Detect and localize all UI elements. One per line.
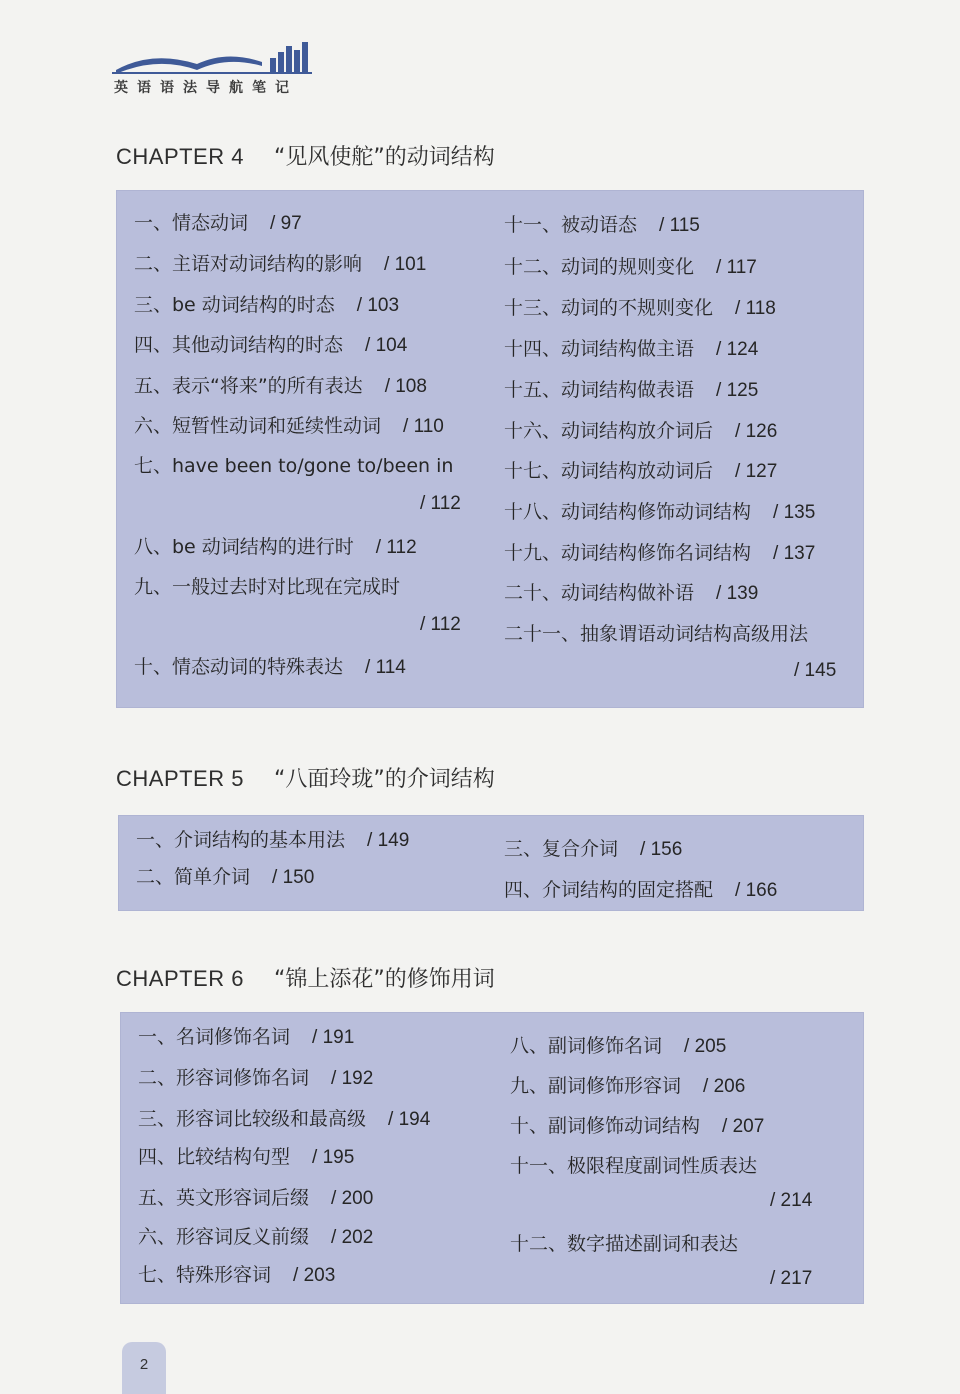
toc-entry-text: 四、其他动词结构的时态 bbox=[134, 334, 344, 356]
toc-entry[interactable] bbox=[504, 834, 682, 861]
toc-entry[interactable] bbox=[504, 497, 815, 524]
toc-entry-text: 十三、动词的不规则变化 bbox=[504, 297, 714, 319]
toc-entry[interactable] bbox=[504, 334, 758, 361]
toc-entry-page: / 149 bbox=[367, 830, 410, 851]
toc-entry[interactable] bbox=[504, 456, 777, 483]
toc-entry[interactable] bbox=[138, 1063, 373, 1090]
chapter-6-toc-box bbox=[120, 1012, 864, 1304]
toc-entry[interactable] bbox=[510, 1229, 738, 1256]
toc-entry[interactable] bbox=[136, 825, 409, 852]
toc-entry[interactable] bbox=[134, 652, 406, 679]
toc-entry[interactable] bbox=[510, 1071, 745, 1098]
toc-entry[interactable] bbox=[504, 210, 700, 237]
toc-entry-text: 一、介词结构的基本用法 bbox=[136, 829, 346, 851]
toc-entry-page: / 203 bbox=[293, 1265, 336, 1286]
toc-entry-page: / 200 bbox=[331, 1188, 374, 1209]
toc-entry-text: 三、复合介词 bbox=[504, 838, 619, 860]
toc-entry-text: 十一、被动语态 bbox=[504, 214, 638, 236]
toc-entry-page: / 192 bbox=[331, 1068, 374, 1089]
toc-entry-text: 三、be 动词结构的时态 bbox=[134, 294, 335, 316]
toc-entry-page: / 206 bbox=[703, 1076, 746, 1097]
toc-entry-text: 二、简单介词 bbox=[136, 866, 251, 888]
chapter-title: “见风使舵”的动词结构 bbox=[273, 145, 495, 170]
toc-entry-page: / 207 bbox=[722, 1116, 765, 1137]
toc-entry-page: / 195 bbox=[312, 1147, 355, 1168]
toc-entry-text: 十、副词修饰动词结构 bbox=[510, 1115, 701, 1137]
toc-entry-page: / 110 bbox=[403, 416, 444, 437]
toc-entry-page: / 101 bbox=[384, 254, 427, 275]
toc-entry-text: 四、比较结构句型 bbox=[138, 1146, 291, 1168]
toc-entry-text: 四、介词结构的固定搭配 bbox=[504, 879, 714, 901]
toc-entry-page: / 97 bbox=[270, 213, 302, 234]
toc-entry-text: 五、表示“将来”的所有表达 bbox=[134, 375, 363, 397]
toc-entry-page: / 214 bbox=[770, 1190, 813, 1211]
toc-entry-page: / 118 bbox=[735, 298, 776, 319]
chapter-label: CHAPTER 6 bbox=[116, 966, 244, 991]
toc-entry-page: / 202 bbox=[331, 1227, 374, 1248]
toc-entry[interactable] bbox=[134, 208, 302, 235]
toc-entry[interactable] bbox=[504, 578, 758, 605]
toc-entry[interactable] bbox=[138, 1260, 335, 1287]
toc-entry-text: 一、情态动词 bbox=[134, 212, 249, 234]
toc-entry[interactable] bbox=[504, 293, 776, 320]
toc-entry-text: 十五、动词结构做表语 bbox=[504, 379, 695, 401]
chapter-title: “锦上添花”的修饰用词 bbox=[273, 967, 495, 992]
toc-entry-page: / 124 bbox=[716, 339, 759, 360]
toc-entry-text: 七、特殊形容词 bbox=[138, 1264, 272, 1286]
toc-entry-text: 十二、动词的规则变化 bbox=[504, 256, 695, 278]
toc-entry[interactable] bbox=[134, 572, 400, 599]
toc-entry-text: 二十一、抽象谓语动词结构高级用法 bbox=[504, 623, 809, 645]
chapter-label: CHAPTER 5 bbox=[116, 766, 244, 791]
toc-entry-text: 十六、动词结构放介词后 bbox=[504, 420, 714, 442]
chapter-heading bbox=[116, 962, 495, 993]
toc-entry-text: 十、情态动词的特殊表达 bbox=[134, 656, 344, 678]
page-number-tab bbox=[122, 1342, 166, 1394]
toc-entry[interactable] bbox=[504, 252, 757, 279]
toc-entry-page: / 139 bbox=[716, 583, 759, 604]
toc-entry[interactable] bbox=[134, 290, 399, 317]
toc-entry-page: / 117 bbox=[716, 257, 757, 278]
toc-entry-page: / 145 bbox=[794, 660, 837, 681]
toc-entry[interactable] bbox=[504, 875, 777, 902]
toc-entry-page: / 156 bbox=[640, 839, 683, 860]
chapter-heading bbox=[116, 140, 495, 171]
toc-entry-page: / 127 bbox=[735, 461, 778, 482]
toc-entry[interactable] bbox=[504, 619, 808, 646]
page-number: 2 bbox=[139, 1356, 149, 1373]
toc-entry[interactable] bbox=[504, 416, 777, 443]
toc-entry-text: 五、英文形容词后缀 bbox=[138, 1187, 310, 1209]
toc-entry-text: 十七、动词结构放动词后 bbox=[504, 460, 714, 482]
toc-entry-page: / 112 bbox=[420, 614, 461, 635]
toc-entry-page: / 112 bbox=[375, 537, 417, 558]
toc-entry-text: 十一、极限程度副词性质表达 bbox=[510, 1155, 758, 1177]
toc-entry[interactable] bbox=[134, 411, 444, 438]
toc-entry-page: / 150 bbox=[272, 867, 315, 888]
toc-entry-page: / 108 bbox=[384, 376, 427, 397]
toc-entry-page: / 125 bbox=[716, 380, 759, 401]
toc-entry-page: / 191 bbox=[312, 1027, 355, 1048]
toc-entry-page: / 205 bbox=[684, 1036, 727, 1057]
chapter-4-toc-box bbox=[116, 190, 864, 708]
toc-entry-page: / 137 bbox=[773, 543, 816, 564]
toc-entry-text: 十二、数字描述副词和表达 bbox=[510, 1233, 739, 1255]
chapter-heading bbox=[116, 762, 495, 793]
toc-entry-text: 十八、动词结构修饰动词结构 bbox=[504, 501, 752, 523]
toc-entry[interactable] bbox=[134, 451, 453, 478]
toc-entry-text: 二、主语对动词结构的影响 bbox=[134, 253, 363, 275]
toc-entry[interactable] bbox=[510, 1031, 726, 1058]
toc-entry-text: 九、一般过去时对比现在完成时 bbox=[134, 576, 401, 598]
toc-entry[interactable] bbox=[136, 862, 314, 889]
toc-entry-page: / 104 bbox=[365, 335, 408, 356]
toc-entry-text: 十四、动词结构做主语 bbox=[504, 338, 695, 360]
toc-entry[interactable] bbox=[504, 538, 815, 565]
toc-entry-page: / 126 bbox=[735, 421, 778, 442]
toc-entry-page: / 115 bbox=[659, 215, 700, 236]
toc-entry[interactable] bbox=[134, 330, 407, 357]
toc-entry-text: 八、副词修饰名词 bbox=[510, 1035, 663, 1057]
toc-entry[interactable] bbox=[138, 1222, 373, 1249]
toc-entry-text: 十九、动词结构修饰名词结构 bbox=[504, 542, 752, 564]
toc-entry-text: 三、形容词比较级和最高级 bbox=[138, 1108, 367, 1130]
toc-entry-page: / 114 bbox=[365, 657, 406, 678]
toc-entry-text: 八、be 动词结构的进行时 bbox=[134, 536, 354, 558]
toc-entry-text: 六、形容词反义前缀 bbox=[138, 1226, 310, 1248]
toc-entry[interactable] bbox=[510, 1151, 757, 1178]
toc-entry-text: 二、形容词修饰名词 bbox=[138, 1067, 310, 1089]
chapter-5-toc-box bbox=[118, 815, 864, 911]
toc-entry[interactable] bbox=[134, 249, 426, 276]
toc-entry-text: 七、have been to/gone to/been in bbox=[134, 455, 454, 477]
toc-entry-text: 一、名词修饰名词 bbox=[138, 1026, 291, 1048]
toc-entry-text: 六、短暂性动词和延续性动词 bbox=[134, 415, 382, 437]
toc-entry[interactable] bbox=[134, 371, 427, 398]
toc-entry-page: / 217 bbox=[770, 1268, 813, 1289]
chapter-title: “八面玲珑”的介词结构 bbox=[273, 767, 495, 792]
toc-entry-page: / 194 bbox=[388, 1109, 431, 1130]
toc-entry-page: / 112 bbox=[420, 493, 461, 514]
toc-entry[interactable] bbox=[510, 1111, 764, 1138]
toc-entry-text: 二十、动词结构做补语 bbox=[504, 582, 695, 604]
toc-entry[interactable] bbox=[138, 1142, 354, 1169]
toc-entry[interactable] bbox=[504, 375, 758, 402]
toc-entry[interactable] bbox=[138, 1104, 430, 1131]
chapter-label: CHAPTER 4 bbox=[116, 144, 244, 169]
toc-entry[interactable] bbox=[138, 1183, 373, 1210]
toc-entry-page: / 135 bbox=[773, 502, 816, 523]
toc-entry-page: / 166 bbox=[735, 880, 778, 901]
toc-entry[interactable] bbox=[134, 532, 417, 559]
toc-entry[interactable] bbox=[138, 1022, 354, 1049]
toc-entry-text: 九、副词修饰形容词 bbox=[510, 1075, 682, 1097]
book-title: 英语语法导航笔记 bbox=[114, 80, 298, 96]
toc-entry-page: / 103 bbox=[356, 295, 400, 316]
